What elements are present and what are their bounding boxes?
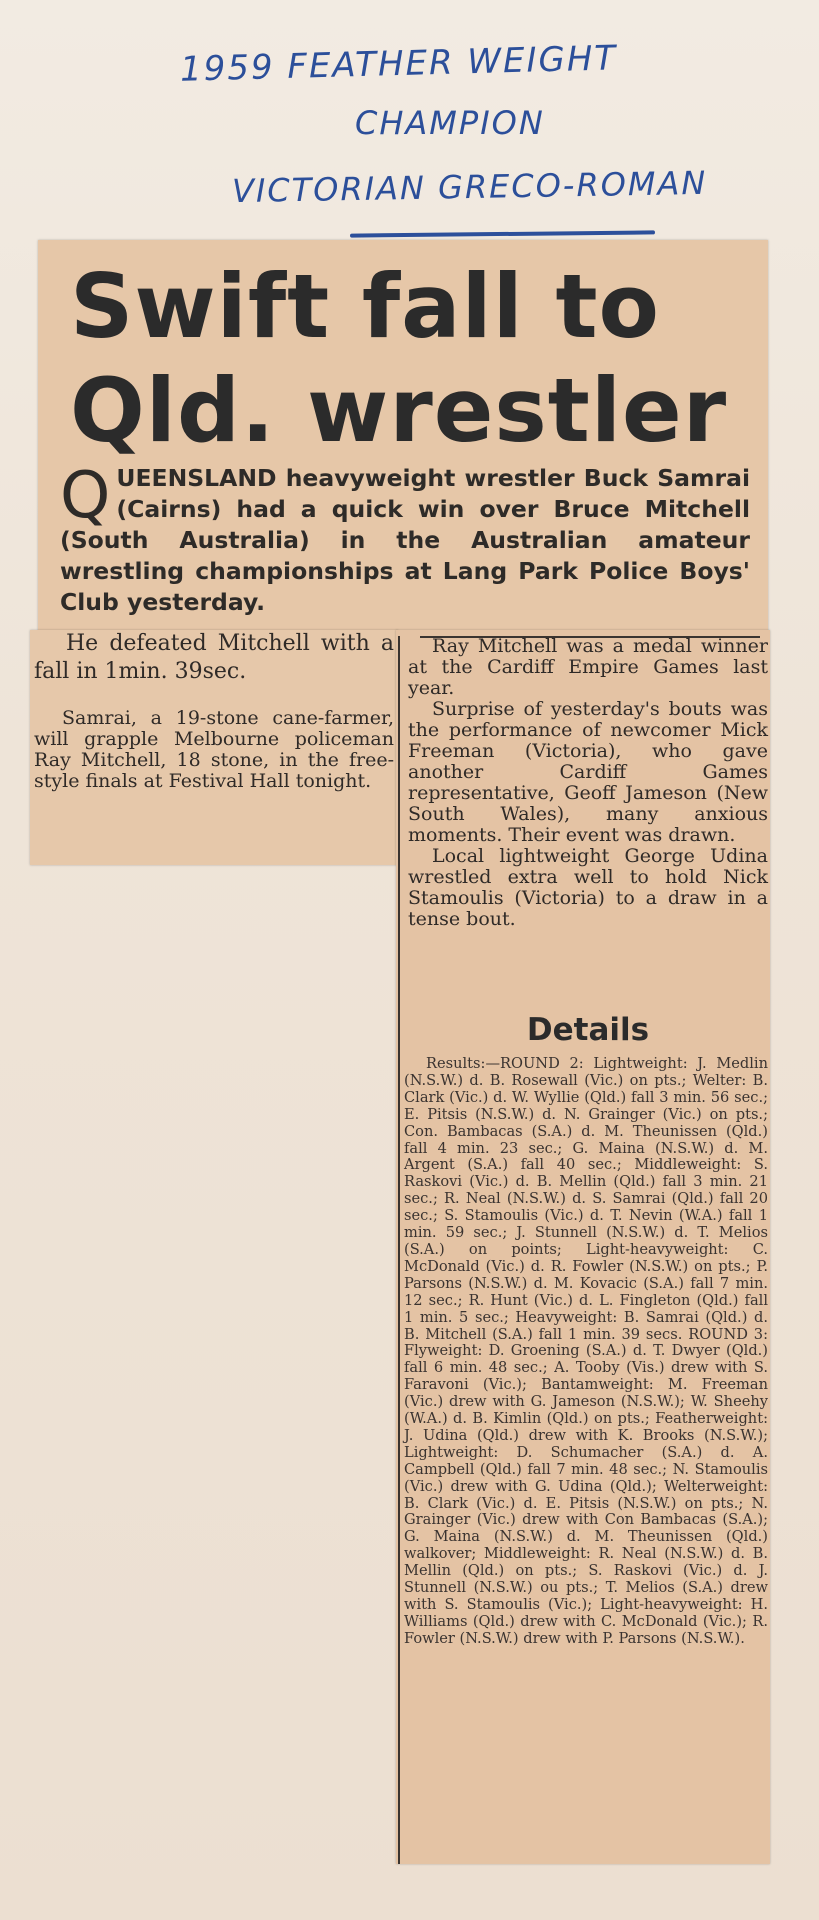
right-paragraph: Local lightweight George Udina wrestled extra well to hold Nick Stamoulis (Victoria) to a draw in a tense bout. [408, 845, 768, 930]
left-paragraph: Samrai, a 19-stone cane-farmer, will grapple Melbourne policeman Ray Mitchell, 18 stone, in the free-style finals at Festival Hall tonight. [34, 707, 394, 792]
article-intro [60, 459, 750, 618]
column-divider [398, 636, 400, 1864]
details-heading: Details [526, 1012, 650, 1048]
drop-cap: Q [60, 459, 111, 533]
right-column [408, 636, 768, 930]
handwritten-line-1: 1959 FEATHER WEIGHT [179, 38, 618, 90]
handwritten-line-3: VICTORIAN GRECO-ROMAN [231, 163, 708, 211]
results-listing: Results:—ROUND 2: Lightweight: J. Medlin (N.S.W.) d. B. Rosewall (Vic.) on pts.; Welter: B. Clark (Vic.) d. W. Wyllie (Qld.) fall 3 min. 56 sec.; E. Pitsis (N.S.W.) d. N. Grainger (Vic.) on pts.; Con. Bambacas (S.A.) d. M. Theunissen (Qld.) fall 4 min. 23 sec.; G. Maina (N.S.W.) d. M. Argent (S.A.) fall 40 sec.; Middleweight: S. Raskovi (Vic.) d. B. Mellin (Qld.) fall 3 min. 21 sec.; R. Neal (N.S.W.) d. S. Samrai (Qld.) fall 20 sec.; S. Stamoulis (Vic.) d. T. Nevin (W.A.) fall 1 min. 59 sec.; J. Stunnell (N.S.W.) d. T. Melios (S.A.) on points; Light-heavyweight: C. McDonald (Vic.) d. R. Fowler (N.S.W.) on pts.; P. Parsons (N.S.W.) d. M. Kovacic (S.A.) fall 7 min. 12 sec.; R. Hunt (Vic.) d. L. Fingleton (Qld.) fall 1 min. 5 sec.; Heavyweight: B. Samrai (Qld.) d. B. Mitchell (S.A.) fall 1 min. 39 secs. ROUND 3: Flyweight: D. Groening (S.A.) d. T. Dwyer (Qld.) fall 6 min. 48 sec.; A. Tooby (Vis.) drew with S. Faravoni (Vic.); Bantamweight: M. Freeman (Vic.) drew with G. Jameson (N.S.W.); W. Sheehy (W.A.) d. B. Kimlin (Qld.) on pts.; Featherweight: J. Udina (Qld.) drew with K. Brooks (N.S.W.); Lightweight: D. Schumacher (S.A.) d. A. Campbell (Qld.) fall 7 min. 48 sec.; N. Stamoulis (Vic.) drew with G. Udina (Qld.); Welterweight: B. Clark (Vic.) d. E. Pitsis (N.S.W.) on pts.; N. Grainger (Vic.) drew with Con Bambacas (S.A.); G. Maina (N.S.W.) d. M. Theunissen (Qld.) walkover; Middleweight: R. Neal (N.S.W.) d. B. Mellin (Qld.) on pts.; S. Raskovi (Vic.) d. J. Stunnell (N.S.W.) ou pts.; T. Melios (S.A.) drew with S. Stamoulis (Vic.); Light-heavyweight: H. Williams (Qld.) drew with C. McDonald (Vic.); R. Fowler (N.S.W.) drew with P. Parsons (N.S.W.). [404, 1055, 768, 1647]
right-paragraph: Surprise of yesterday's bouts was the performance of newcomer Mick Freeman (Victoria), who gave another Cardiff Games representative, Geoff Jameson (New South Wales), many anxious moments. Their event was drawn. [408, 698, 768, 846]
right-paragraph: Ray Mitchell was a medal winner at the Cardiff Empire Games last year. [408, 635, 768, 699]
intro-text: UEENSLAND heavyweight wrestler Buck Samrai (Cairns) had a quick win over Bruce Mitchell (South Australia) in the Australian amateur wrestling championships at Lang Park Police Boys' Club yesterday. [60, 464, 750, 616]
left-paragraph: He defeated Mitchell with a fall in 1min. 39sec. [34, 631, 394, 684]
handwritten-line-2: CHAMPION [355, 104, 545, 142]
article-headline: Swift fall to Qld. wrestler [70, 255, 728, 462]
handwritten-note [0, 0, 819, 235]
left-column [34, 630, 394, 792]
